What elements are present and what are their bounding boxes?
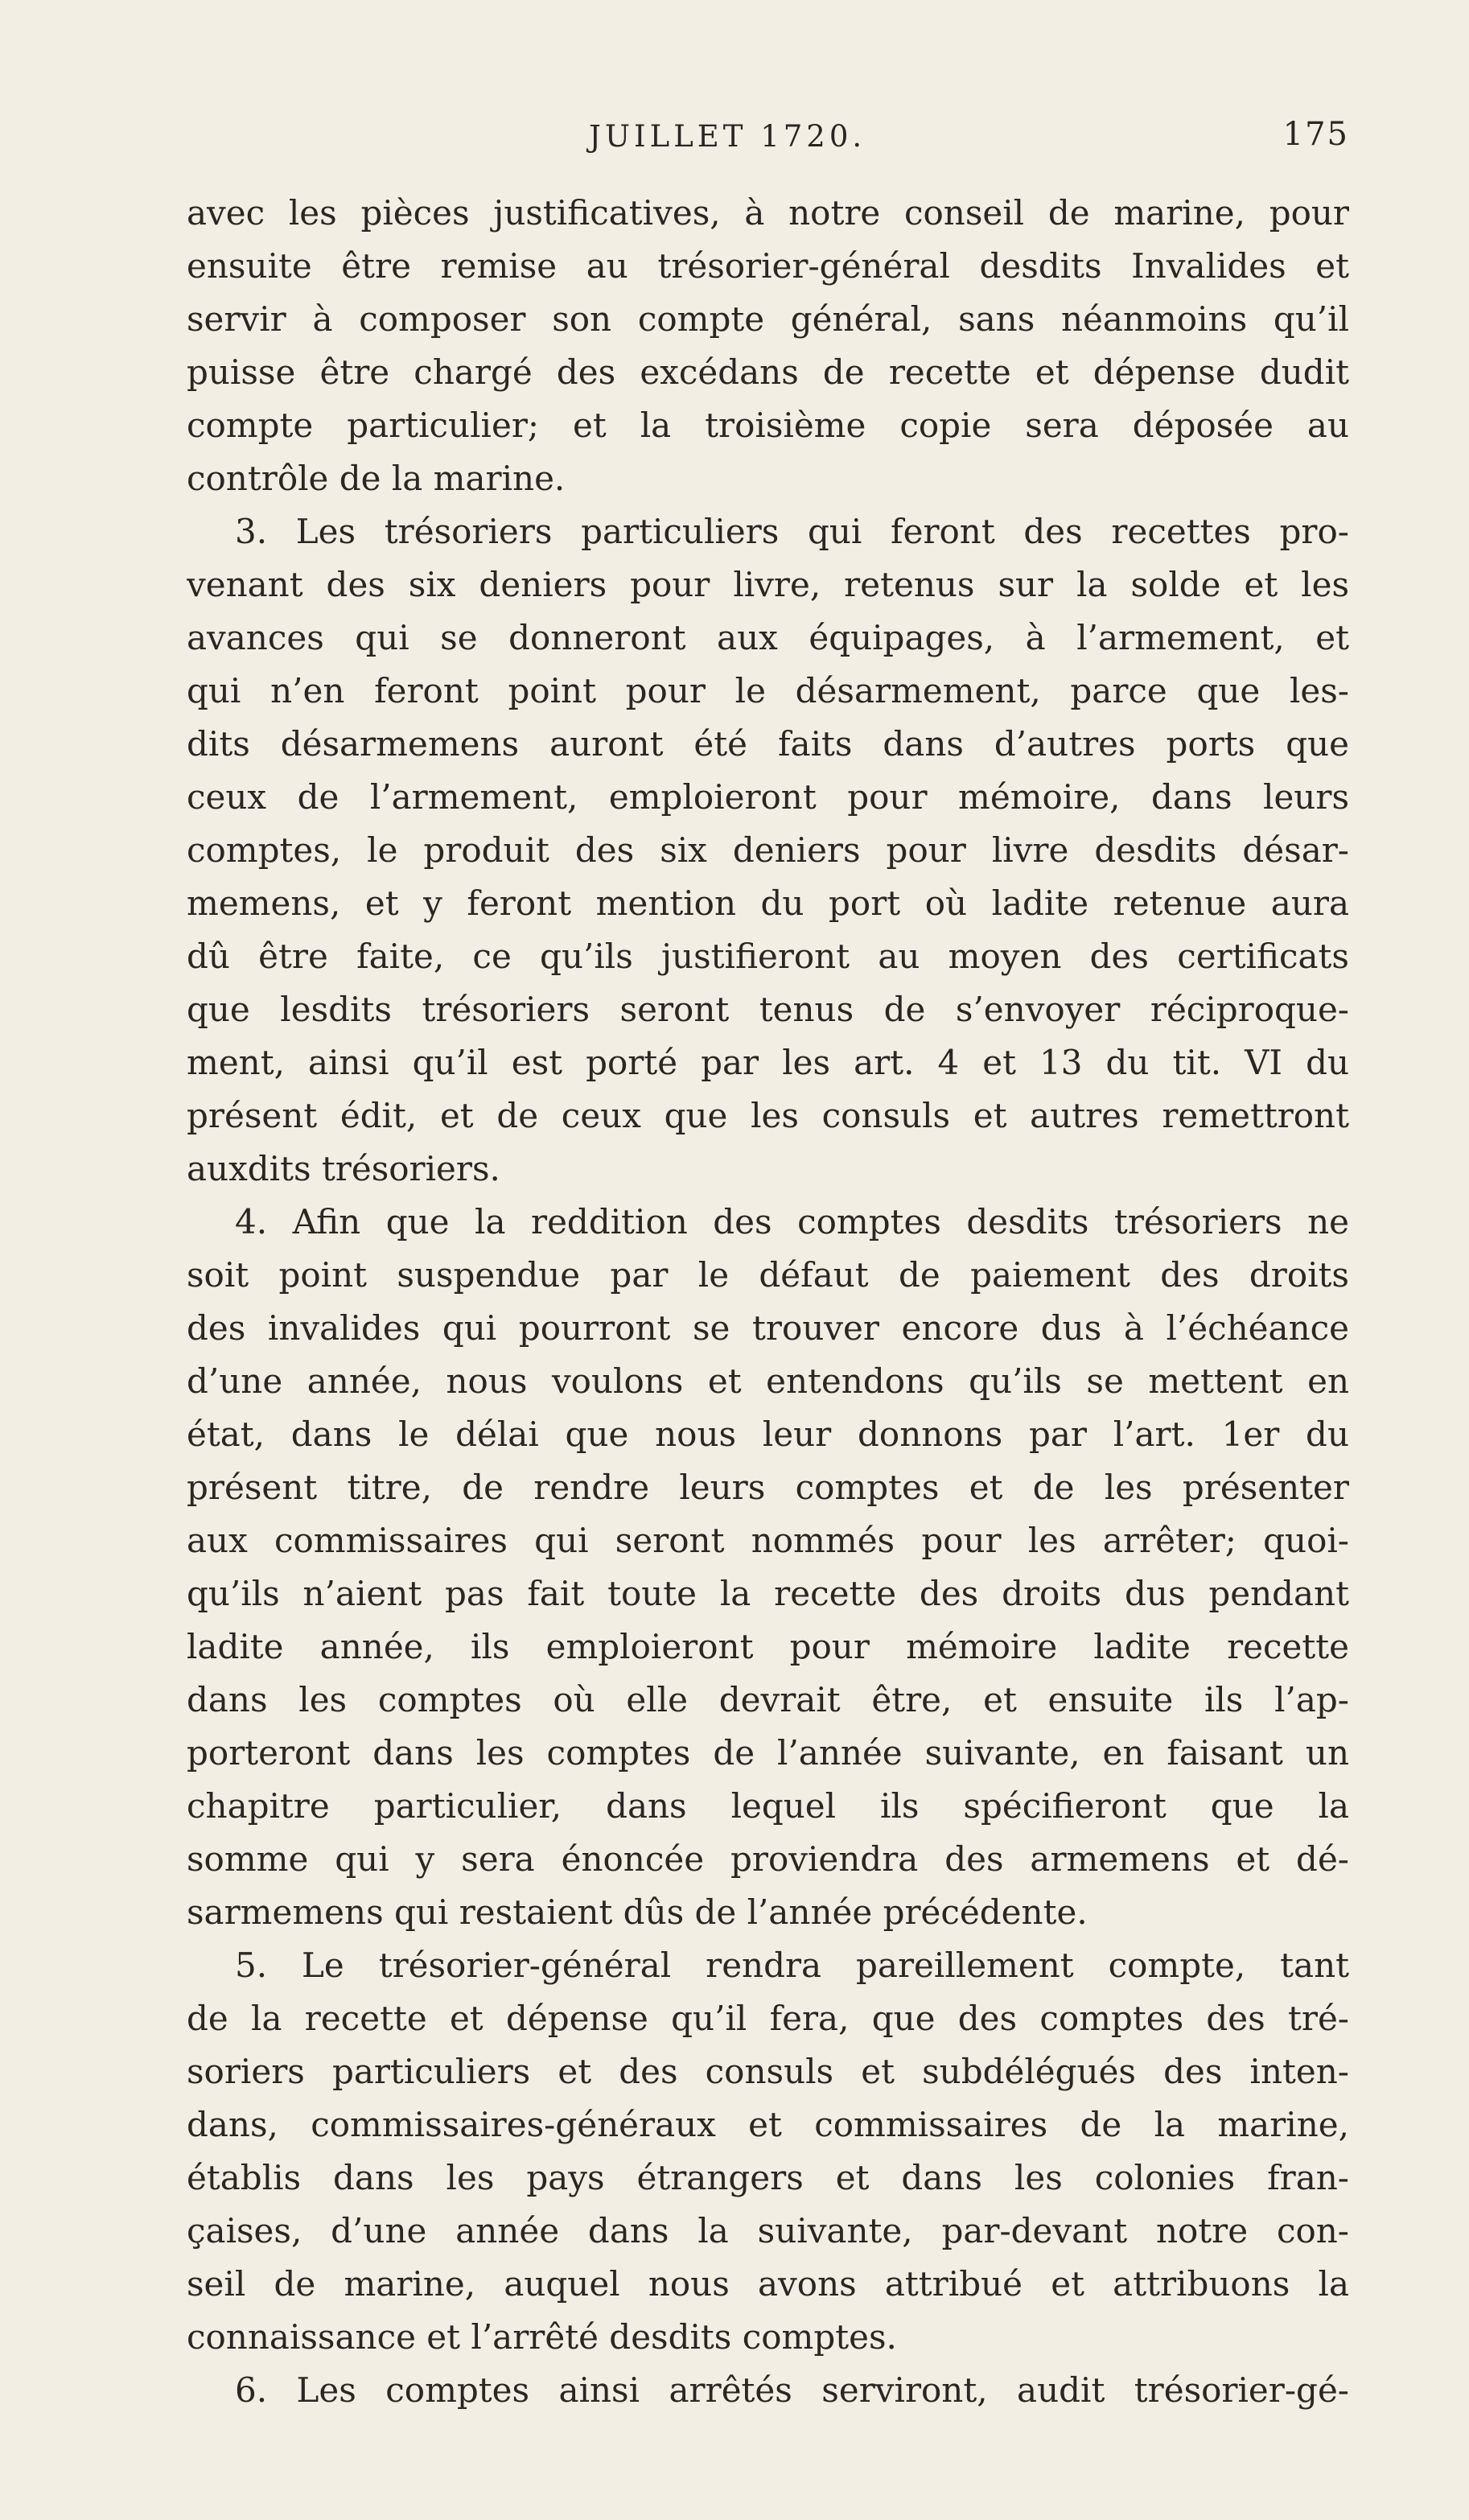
text-line: auxdits trésoriers. <box>187 1149 500 1188</box>
text-line: sarmemens qui restaient dûs de l’année précédente. <box>187 1892 1088 1932</box>
text-line: avec les pièces justificatives, à notre conseil de marine, pour <box>187 193 1349 233</box>
text-line: somme qui y sera énoncée proviendra des armemens et dé- <box>187 1839 1349 1879</box>
text-line: compte particulier; et la troisième copie sera déposée au <box>187 406 1349 445</box>
text-line: présent édit, et de ceux que les consuls et autres remettront <box>187 1096 1349 1135</box>
text-line: état, dans le délai que nous leur donnons par l’art. 1er du <box>187 1414 1349 1454</box>
text-line: établis dans les pays étrangers et dans les colonies fran- <box>187 2158 1349 2197</box>
text-line: porteront dans les comptes de l’année suivante, en faisant un <box>187 1733 1349 1773</box>
text-line: présent titre, de rendre leurs comptes et de les présenter <box>187 1468 1349 1507</box>
text-line: d’une année, nous voulons et entendons qu’ils se mettent en <box>187 1361 1349 1401</box>
text-line: ladite année, ils emploieront pour mémoire ladite recette <box>187 1627 1349 1666</box>
page-number: 175 <box>1282 116 1349 153</box>
text-line: 3. Les trésoriers particuliers qui feront des recettes pro- <box>235 512 1349 551</box>
text-line: ceux de l’armement, emploieront pour mémoire, dans leurs <box>187 777 1349 817</box>
text-line: de la recette et dépense qu’il fera, que des comptes des tré- <box>187 1999 1349 2038</box>
text-line: dans, commissaires-généraux et commissaires de la marine, <box>187 2105 1349 2144</box>
text-line: connaissance et l’arrêté desdits comptes. <box>187 2317 897 2357</box>
text-line: qui n’en feront point pour le désarmement, parce que les- <box>187 671 1349 710</box>
text-line: seil de marine, auquel nous avons attribué et attribuons la <box>187 2264 1349 2304</box>
text-line: dans les comptes où elle devrait être, et ensuite ils l’ap- <box>187 1680 1349 1719</box>
text-line: venant des six deniers pour livre, retenus sur la solde et les <box>187 565 1349 604</box>
text-line: 4. Afin que la reddition des comptes desdits trésoriers ne <box>235 1202 1349 1241</box>
text-line: dits désarmemens auront été faits dans d’autres ports que <box>187 724 1349 764</box>
text-line: memens, et y feront mention du port où ladite retenue aura <box>187 883 1349 923</box>
page-header <box>187 116 1349 167</box>
text-line: çaises, d’une année dans la suivante, par-devant notre con- <box>187 2211 1349 2250</box>
text-line: contrôle de la marine. <box>187 459 566 498</box>
text-line: des invalides qui pourront se trouver encore dus à l’échéance <box>187 1308 1349 1348</box>
text-line: avances qui se donneront aux équipages, à l’armement, et <box>187 618 1349 657</box>
text-line: servir à composer son compte général, sans néanmoins qu’il <box>187 299 1349 339</box>
text-line: dû être faite, ce qu’ils justifieront au moyen des certificats <box>187 937 1349 976</box>
running-title: JUILLET 1720. <box>589 119 866 154</box>
text-line: puisse être chargé des excédans de recette et dépense dudit <box>187 352 1349 392</box>
text-line: 5. Le trésorier-général rendra pareillement compte, tant <box>235 1946 1349 1985</box>
text-line: soit point suspendue par le défaut de paiement des droits <box>187 1255 1349 1295</box>
text-line: qu’ils n’aient pas fait toute la recette des droits dus pendant <box>187 1574 1349 1613</box>
text-line: aux commissaires qui seront nommés pour les arrêter; quoi- <box>187 1521 1349 1560</box>
text-line: comptes, le produit des six deniers pour livre desdits désar- <box>187 830 1349 870</box>
text-line: chapitre particulier, dans lequel ils spécifieront que la <box>187 1786 1349 1826</box>
text-line: que lesdits trésoriers seront tenus de s’envoyer réciproque- <box>187 990 1349 1029</box>
text-line: ment, ainsi qu’il est porté par les art. 4 et 13 du tit. VI du <box>187 1043 1349 1082</box>
text-line: soriers particuliers et des consuls et subdélégués des inten- <box>187 2052 1349 2091</box>
text-line: ensuite être remise au trésorier-général desdits Invalides et <box>187 246 1349 286</box>
body-text <box>187 187 1349 2417</box>
text-line: 6. Les comptes ainsi arrêtés serviront, audit trésorier-gé- <box>235 2370 1349 2410</box>
